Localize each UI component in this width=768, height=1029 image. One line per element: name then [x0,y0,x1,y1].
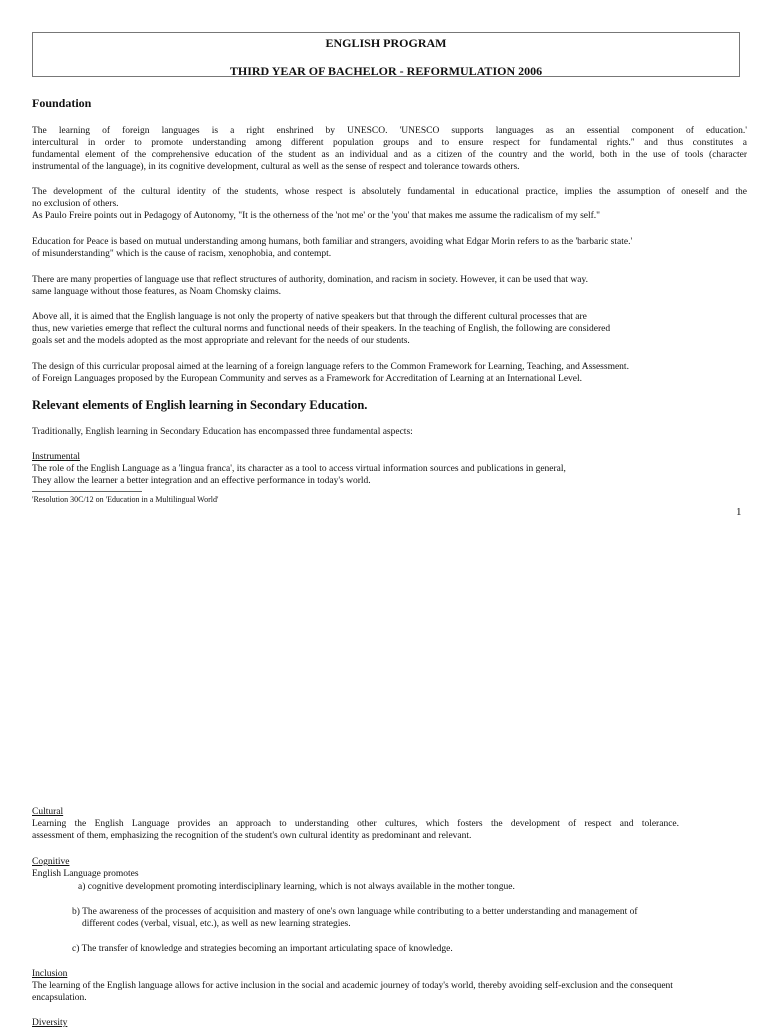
foundation-line: fundamental element of the comprehensive education of the student as an individual and as a citizen of the country and the world, both in the use of tools (character [32,150,747,160]
cultural-heading: Cultural [32,807,64,817]
program-subtitle: THIRD YEAR OF BACHELOR - REFORMULATION 2006 [229,64,543,78]
foundation-line: of Foreign Languages proposed by the European Community and serves as a Framework for Accreditation of Learning at an International Level. [32,374,583,384]
foundation-line: goals set and the models adopted as the most appropriate and relevant for the needs of our students. [32,336,410,346]
instrumental-line: They allow the learner a better integration and an effective performance in today's world. [32,476,371,486]
foundation-line: The learning of foreign languages is a right enshrined by UNESCO. 'UNESCO supports languages as an essential component of education.' [32,126,747,136]
foundation-line: The development of the cultural identity of the students, whose respect is absolutely fundamental in educational practice, implies the assumption of oneself and the [32,187,747,197]
foundation-line: As Paulo Freire points out in Pedagogy of Autonomy, "It is the otherness of the 'not me' or the 'you' that makes me assume the radicalism of my self." [32,211,601,221]
instrumental-heading: Instrumental [32,452,81,462]
footnote: 'Resolution 30C/12 on 'Education in a Multilingual World' [32,495,219,504]
instrumental-line: The role of the English Language as a 'lingua franca', its character as a tool to access virtual information sources and publications in general, [32,464,566,474]
foundation-line: of misunderstanding" which is the cause of racism, xenophobia, and contempt. [32,249,332,259]
cognitive-item-b-cont: different codes (verbal, visual, etc.), as well as new learning strategies. [82,919,351,929]
inclusion-line: encapsulation. [32,993,87,1003]
foundation-line: The design of this curricular proposal aimed at the learning of a foreign language refers to the Common Framework for Learning, Teaching, and Assessment. [32,362,629,372]
cultural-line: Learning the English Language provides an approach to understanding other cultures, which fosters the development of respect and tolerance. [32,819,679,829]
foundation-line: intercultural in order to promote understanding among different population groups and to ensure respect for fundamental rights." and thus constitutes a [32,138,747,148]
foundation-line: same language without those features, as Noam Chomsky claims. [32,287,282,297]
cognitive-item-b: b) The awareness of the processes of acquisition and mastery of one's own language while contributing to a better understanding and management of [72,907,638,917]
foundation-line: no exclusion of others. [32,199,119,209]
foundation-line: Education for Peace is based on mutual understanding among humans, both familiar and strangers, avoiding what Edgar Morin refers to as the 'barbaric state.' [32,237,633,247]
cognitive-item-c: c) The transfer of knowledge and strategies becoming an important articulating space of knowledge. [72,944,453,954]
relevant-intro: Traditionally, English learning in Secondary Education has encompassed three fundamental aspects: [32,427,413,437]
inclusion-line: The learning of the English language allows for active inclusion in the social and academic journey of today's world, thereby avoiding self-exclusion and the consequent [32,981,673,991]
program-title: ENGLISH PROGRAM [325,36,447,50]
foundation-line: There are many properties of language use that reflect structures of authority, domination, and racism in society. However, it can be used that way. [32,275,588,285]
cognitive-item-a: a) cognitive development promoting interdisciplinary learning, which is not always available in the mother tongue. [78,882,515,892]
diversity-heading: Diversity [32,1018,68,1028]
foundation-line: thus, new varieties emerge that reflect the cultural norms and functional needs of their speakers. In the teaching of English, the following are considered [32,324,611,334]
foundation-line: Above all, it is aimed that the English language is not only the property of native speakers but that through the different cultural processes that are [32,312,587,322]
footnote-rule [32,491,142,492]
foundation-heading: Foundation [32,96,92,110]
cognitive-heading: Cognitive [32,857,70,867]
cognitive-intro: English Language promotes [32,869,139,879]
cultural-line: assessment of them, emphasizing the recognition of the student's own cultural identity as predominant and relevant. [32,831,472,841]
foundation-line: instrumental of the language), in its cognitive development, cultural as well as the sense of respect and tolerance towards others. [32,162,520,172]
page-number: 1 [736,506,742,518]
inclusion-heading: Inclusion [32,969,68,979]
relevant-elements-heading: Relevant elements of English learning in Secondary Education. [32,398,368,412]
program-header-box [32,32,740,77]
